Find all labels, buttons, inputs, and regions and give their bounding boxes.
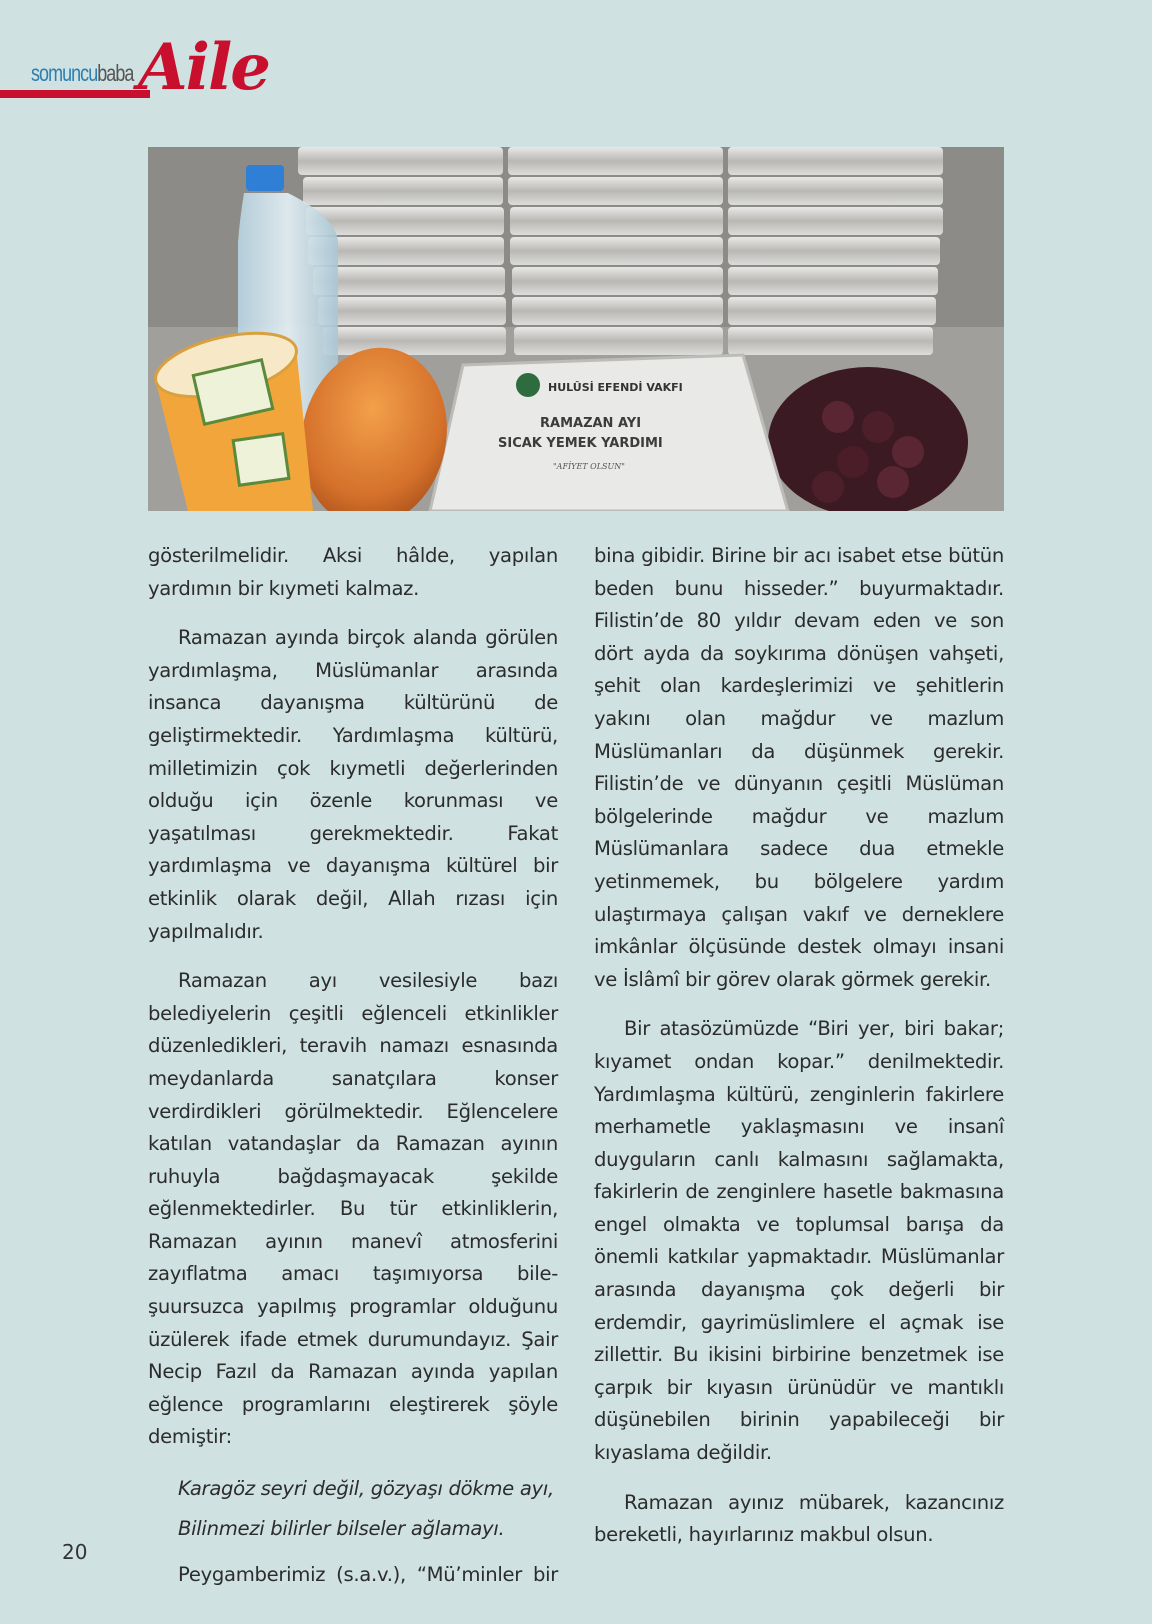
article-photo	[148, 147, 1004, 511]
paragraph: Ramazan ayında birçok alanda görülen yardımlaşma, Müslümanlar arasında insanca dayanışma kültürünü de geliştirmektedir. Yardımlaşma kültürü, milletimizin çok kıymetli değerlerinden olduğu için özenle korunması ve yaşatılması gerekmektedir. Fakat yardımlaşma ve dayanışma kültürel bir etkinlik olarak değil, Allah rızası için yapılmalıdır.	[148, 626, 558, 943]
tray-stacks	[298, 147, 943, 355]
logo-somuncubaba: somuncubaba	[31, 60, 134, 86]
poem-line: Karagöz seyri değil, gözyaşı dökme ayı,	[178, 1477, 554, 1501]
svg-text:SICAK YEMEK YARDIMI: SICAK YEMEK YARDIMI	[498, 436, 663, 451]
paragraph: bina gibidir. Birine bir acı isabet etse bütün beden bunu hisseder.” buyurmaktadır. Filistin’de 80 yıldır devam eden ve son dört ayda da soykırıma dönüşen vahşeti, şehit olan kardeşlerimizi ve şehitlerin yakını olan mağdur ve mazlum Müslümanları da düşünmek gerekir. Filistin’de ve dünyanın çeşitli Müslüman bölgelerinde mağdur ve mazlum Müslümanlara sadece dua etmekle yetinmemek, bu bölgelere yardım ulaştırmaya çalışan vakıf ve derneklere imkânlar ölçüsünde destek olmayı insani ve İslâmî bir görev olarak görmek gerekir.	[594, 544, 1004, 991]
right-column	[594, 540, 1004, 1569]
paragraph: Ramazan ayınız mübarek, kazancınız bereketli, hayırlarınız makbul olsun.	[594, 1490, 1004, 1547]
paragraph: Peygamberimiz (s.a.v.), “Mü’minler bir	[178, 1563, 558, 1587]
left-column	[148, 540, 558, 1609]
paragraph: gösterilmelidir. Aksi hâlde, yapılan yardımın bir kıymeti kalmaz.	[148, 544, 558, 600]
poem-line: Bilinmezi bilirler bilseler ağlamayı.	[178, 1517, 505, 1541]
svg-text:"AFİYET OLSUN": "AFİYET OLSUN"	[553, 462, 625, 471]
page-number: 20	[62, 1540, 88, 1564]
logo-aile: Aile	[138, 30, 269, 105]
photo-illustration	[148, 147, 1004, 511]
paragraph: Bir atasözümüzde “Biri yer, biri bakar; kıyamet ondan kopar.” denilmektedir. Yardımlaşma kültürü, zenginlerin fakirlere merhametle yaklaşmasını ve insanî duyguların canlı kalmasını sağlamakta, fakirlerin de zenginlere hasetle bakmasına engel olmakta ve toplumsal barışa da önemli katkılar yapmaktadır. Müslümanlar arasında dayanışma çok değerli bir erdemdir, gayrimüslimlere el açmak ise zillettir. Bu ikisini birbirine benzetmek ise çarpık bir kıyasın ürünüdür ve mantıklı düşünebilen birinin yapabileceği bir kıyaslama değildir.	[594, 1017, 1004, 1465]
tray-lid	[430, 355, 788, 511]
grapes	[768, 367, 968, 511]
svg-text:HULÛSİ EFENDİ VAKFI: HULÛSİ EFENDİ VAKFI	[548, 381, 683, 394]
paragraph: Ramazan ayı vesilesiyle bazı belediyelerin çeşitli eğlenceli etkinlikler düzenledikleri, teravih namazı esnasında meydanlarda sanatçılara konser verdirdikleri görülmektedir. Eğlencelere katılan vatandaşlar da Ramazan ayının ruhuyla bağdaşmayacak şekilde eğlenmektedirler. Bu tür etkinliklerin, Ramazan ayının manevî atmosferini zayıflatma amacı taşımıyorsa bile- şuursuzca yapılmış programlar olduğunu üzülerek ifade etmek durumundayız. Şair Necip Fazıl da Ramazan ayında yapılan eğlence programlarını eleştirerek şöyle demiştir:	[148, 969, 558, 1449]
svg-text:RAMAZAN AYI: RAMAZAN AYI	[540, 416, 642, 431]
header-red-line	[0, 90, 150, 98]
